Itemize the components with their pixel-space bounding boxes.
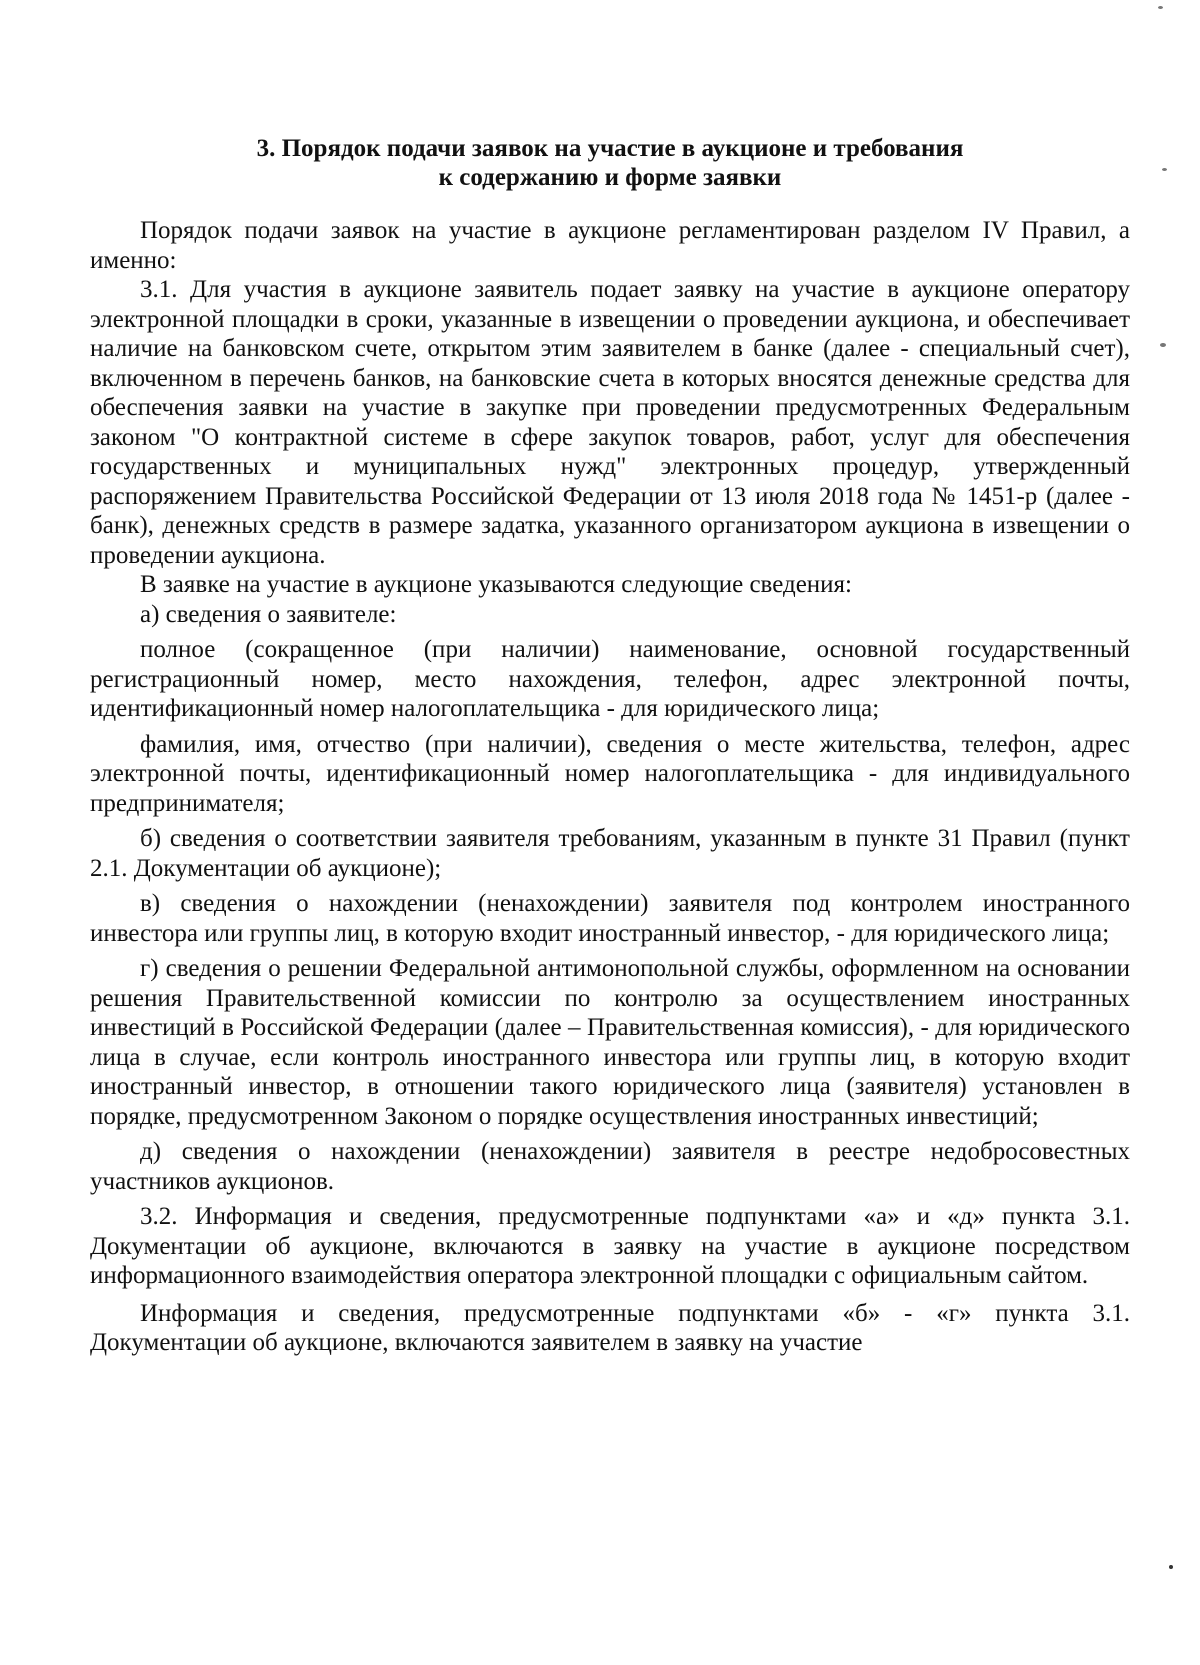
document-body bbox=[90, 216, 1130, 1358]
paragraph-legal-entity: полное (сокращенное (при наличии) наименование, основной государственный регистрационный номер, место нахождения, телефон, адрес электронной почты, идентификационный номер налогоплательщика - для юридического лица; bbox=[90, 636, 1130, 722]
paragraph-item-b: б) сведения о соответствии заявителя требованиям, указанным в пункте 31 Правил (пункт 2.1. Документации об аукционе); bbox=[90, 825, 1130, 882]
scan-speck-right-2 bbox=[1160, 343, 1166, 347]
scan-speck-bottom-right bbox=[1169, 1565, 1173, 1569]
paragraph-intro: Порядок подачи заявок на участие в аукционе регламентирован разделом IV Правил, а именно: bbox=[90, 217, 1130, 274]
section-heading-line-2: к содержанию и форме заявки bbox=[438, 164, 782, 191]
scan-speck-top-right bbox=[1158, 6, 1163, 9]
paragraph-info-b-g: Информация и сведения, предусмотренные подпунктами «б» - «г» пункта 3.1. Документации об аукционе, включаются заявителем в заявку на участие bbox=[90, 1299, 1130, 1356]
paragraph-3-2: 3.2. Информация и сведения, предусмотренные подпунктами «а» и «д» пункта 3.1. Документации об аукционе, включаются в заявку на участие в аукционе посредством информационного взаимодействия оператора электронной площадки с официальным сайтом. bbox=[90, 1203, 1130, 1289]
paragraph-item-g: г) сведения о решении Федеральной антимонопольной службы, оформленном на основании решения Правительственной комиссии по контролю за осуществлением иностранных инвестиций в Российской Федерации (далее – Правительственная комиссия), - для юридического лица в случае, если контроль иностранного инвестора или группы лиц, в которую входит иностранный инвестор, в отношении такого юридического лица (заявителя) установлен в порядке, предусмотренном Законом о порядке осуществления иностранных инвестиций; bbox=[90, 955, 1130, 1130]
paragraph-item-v: в) сведения о нахождении (ненахождении) заявителя под контролем иностранного инвестора или группы лиц, в которую входит иностранный инвестор, - для юридического лица; bbox=[90, 890, 1130, 947]
paragraph-3-1: 3.1. Для участия в аукционе заявитель подает заявку на участие в аукционе оператору электронной площадки в сроки, указанные в извещении о проведении аукциона, и обеспечивает наличие на банковском счете, открытом этим заявителем в банке (далее - специальный счет), включенном в перечень банков, на банковские счета в которых вносятся денежные средства для обеспечения заявки на участие в закупке при проведении предусмотренных Федеральным законом "О контрактной системе в сфере закупок товаров, работ, услуг для обеспечения государственных и муниципальных нужд" электронных процедур, утвержденный распоряжением Правительства Российской Федерации от 13 июля 2018 года № 1451-р (далее - банк), денежных средств в размере задатка, указанного организатором аукциона в извещении о проведении аукциона. bbox=[90, 276, 1130, 569]
scan-speck-right-1 bbox=[1162, 168, 1167, 171]
paragraph-item-d: д) сведения о нахождении (ненахождении) заявителя в реестре недобросовестных участников аукционов. bbox=[90, 1138, 1130, 1195]
paragraph-application-info: В заявке на участие в аукционе указываются следующие сведения: bbox=[140, 571, 852, 598]
section-heading-line-1: 3. Порядок подачи заявок на участие в аукционе и требования bbox=[256, 135, 964, 162]
paragraph-individual: фамилия, имя, отчество (при наличии), сведения о месте жительства, телефон, адрес электронной почты, идентификационный номер налогоплательщика - для индивидуального предпринимателя; bbox=[90, 730, 1130, 817]
section-heading bbox=[90, 134, 1130, 192]
paragraph-item-a: а) сведения о заявителе: bbox=[140, 600, 397, 628]
